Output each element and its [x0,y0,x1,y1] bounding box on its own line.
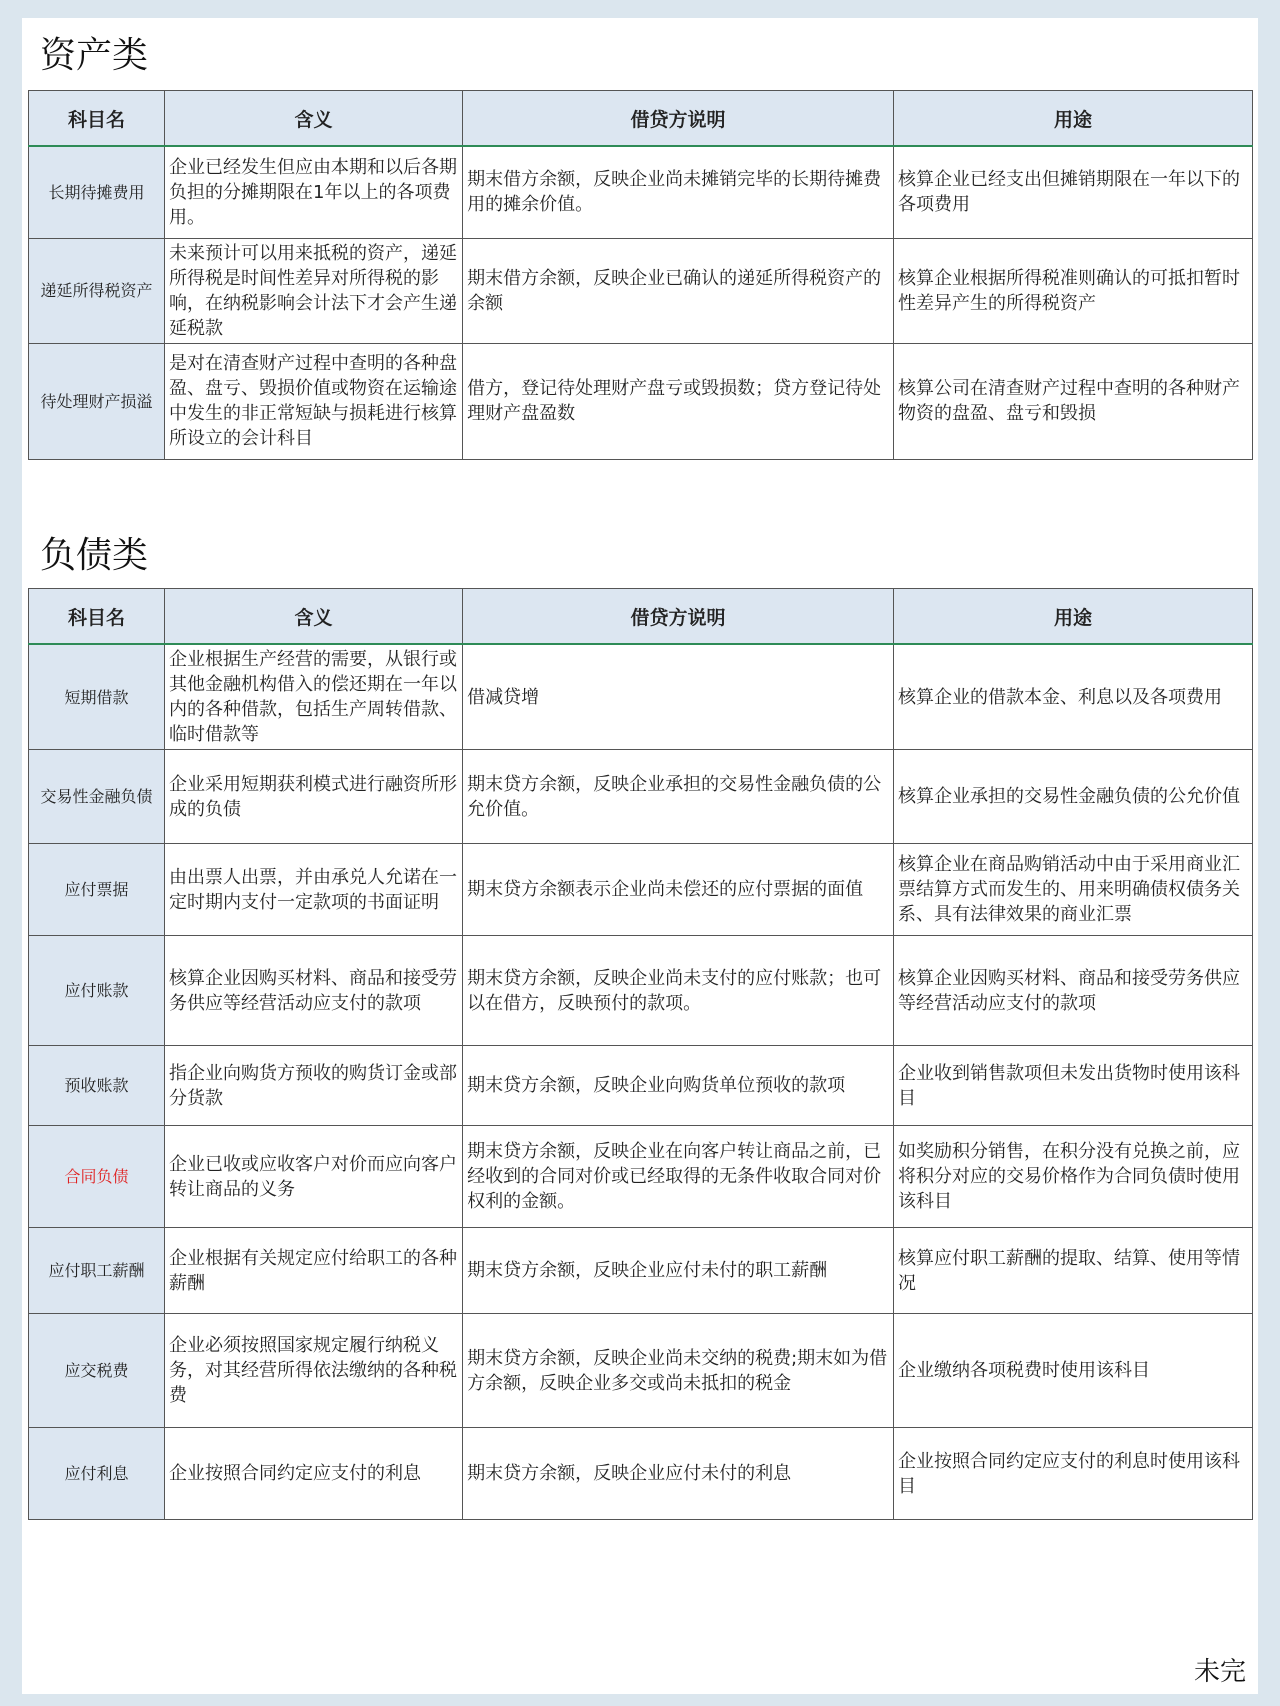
table-row [29,936,1253,1046]
meaning-cell: 企业已收或应收客户对价而应向客户转让商品的义务 [165,1126,463,1228]
account-name-cell: 应付账款 [29,936,165,1046]
table-row [29,1428,1253,1520]
table-row [29,1314,1253,1428]
header-account-name: 科目名 [29,589,165,645]
table-header-row [29,589,1253,645]
debit-credit-cell: 期末贷方余额，反映企业应付未付的职工薪酬 [463,1228,894,1314]
usage-cell: 企业收到销售款项但未发出货物时使用该科目 [893,1046,1252,1126]
account-name-cell: 递延所得税资产 [29,238,165,343]
usage-cell: 核算企业已经支出但摊销期限在一年以下的各项费用 [893,146,1252,238]
table-row [29,1228,1253,1314]
debit-credit-cell: 借方，登记待处理财产盘亏或毁损数；贷方登记待处理财产盘盈数 [463,343,894,459]
debit-credit-cell: 期末贷方余额，反映企业尚未交纳的税费;期末如为借方余额，反映企业多交或尚未抵扣的税金 [463,1314,894,1428]
table-row [29,844,1253,936]
meaning-cell: 企业采用短期获利模式进行融资所形成的负债 [165,750,463,844]
meaning-cell: 核算企业因购买材料、商品和接受劳务供应等经营活动应支付的款项 [165,936,463,1046]
meaning-cell: 企业根据生产经营的需要，从银行或其他金融机构借入的偿还期在一年以内的各种借款，包括生产周转借款、临时借款等 [165,644,463,750]
debit-credit-cell: 期末贷方余额，反映企业应付未付的利息 [463,1428,894,1520]
table-row [29,750,1253,844]
header-usage: 用途 [893,589,1252,645]
meaning-cell: 指企业向购货方预收的购货订金或部分货款 [165,1046,463,1126]
debit-credit-cell: 期末贷方余额表示企业尚未偿还的应付票据的面值 [463,844,894,936]
debit-credit-cell: 期末借方余额，反映企业已确认的递延所得税资产的余额 [463,238,894,343]
header-account-name: 科目名 [29,91,165,147]
account-name-cell: 合同负债 [29,1126,165,1228]
meaning-cell: 企业根据有关规定应付给职工的各种薪酬 [165,1228,463,1314]
account-name-cell: 应付职工薪酬 [29,1228,165,1314]
debit-credit-cell: 借减贷增 [463,644,894,750]
table-row [29,1046,1253,1126]
account-name-cell: 应付利息 [29,1428,165,1520]
usage-cell: 企业缴纳各项税费时使用该科目 [893,1314,1252,1428]
account-name-cell: 短期借款 [29,644,165,750]
usage-cell: 核算公司在清查财产过程中查明的各种财产物资的盘盈、盘亏和毁损 [893,343,1252,459]
table-row [29,238,1253,343]
meaning-cell: 企业按照合同约定应支付的利息 [165,1428,463,1520]
assets-section-title: 资产类 [40,35,149,76]
document-page [22,18,1258,1694]
debit-credit-cell: 期末贷方余额，反映企业尚未支付的应付账款；也可以在借方，反映预付的款项。 [463,936,894,1046]
assets-table [28,90,1253,460]
header-debit-credit: 借贷方说明 [463,91,894,147]
meaning-cell: 企业已经发生但应由本期和以后各期负担的分摊期限在1年以上的各项费用。 [165,146,463,238]
header-debit-credit: 借贷方说明 [463,589,894,645]
table-row [29,146,1253,238]
usage-cell: 核算企业的借款本金、利息以及各项费用 [893,644,1252,750]
table-row [29,644,1253,750]
account-name-cell: 长期待摊费用 [29,146,165,238]
meaning-cell: 未来预计可以用来抵税的资产，递延所得税是时间性差异对所得税的影响，在纳税影响会计法下才会产生递延税款 [165,238,463,343]
header-meaning: 含义 [165,589,463,645]
table-row [29,1126,1253,1228]
usage-cell: 核算应付职工薪酬的提取、结算、使用等情况 [893,1228,1252,1314]
meaning-cell: 是对在清查财产过程中查明的各种盘盈、盘亏、毁损价值或物资在运输途中发生的非正常短缺与损耗进行核算所设立的会计科目 [165,343,463,459]
account-name-cell: 应交税费 [29,1314,165,1428]
account-name-cell: 待处理财产损溢 [29,343,165,459]
header-meaning: 含义 [165,91,463,147]
account-name-cell: 应付票据 [29,844,165,936]
liabilities-section-title: 负债类 [40,535,149,576]
table-header-row [29,91,1253,147]
usage-cell: 企业按照合同约定应支付的利息时使用该科目 [893,1428,1252,1520]
account-name-cell: 交易性金融负债 [29,750,165,844]
debit-credit-cell: 期末贷方余额，反映企业承担的交易性金融负债的公允价值。 [463,750,894,844]
usage-cell: 核算企业承担的交易性金融负债的公允价值 [893,750,1252,844]
account-name-cell: 预收账款 [29,1046,165,1126]
footer-note: 未完 [1193,1657,1246,1687]
debit-credit-cell: 期末贷方余额，反映企业在向客户转让商品之前，已经收到的合同对价或已经取得的无条件收取合同对价权利的金额。 [463,1126,894,1228]
meaning-cell: 由出票人出票，并由承兑人允诺在一定时期内支付一定款项的书面证明 [165,844,463,936]
usage-cell: 核算企业在商品购销活动中由于采用商业汇票结算方式而发生的、用来明确债权债务关系、具有法律效果的商业汇票 [893,844,1252,936]
meaning-cell: 企业必须按照国家规定履行纳税义务，对其经营所得依法缴纳的各种税费 [165,1314,463,1428]
debit-credit-cell: 期末借方余额，反映企业尚未摊销完毕的长期待摊费用的摊余价值。 [463,146,894,238]
header-usage: 用途 [893,91,1252,147]
debit-credit-cell: 期末贷方余额，反映企业向购货单位预收的款项 [463,1046,894,1126]
usage-cell: 核算企业因购买材料、商品和接受劳务供应等经营活动应支付的款项 [893,936,1252,1046]
table-row [29,343,1253,459]
liabilities-table [28,588,1253,1520]
usage-cell: 如奖励积分销售，在积分没有兑换之前，应将积分对应的交易价格作为合同负债时使用该科目 [893,1126,1252,1228]
usage-cell: 核算企业根据所得税准则确认的可抵扣暂时性差异产生的所得税资产 [893,238,1252,343]
